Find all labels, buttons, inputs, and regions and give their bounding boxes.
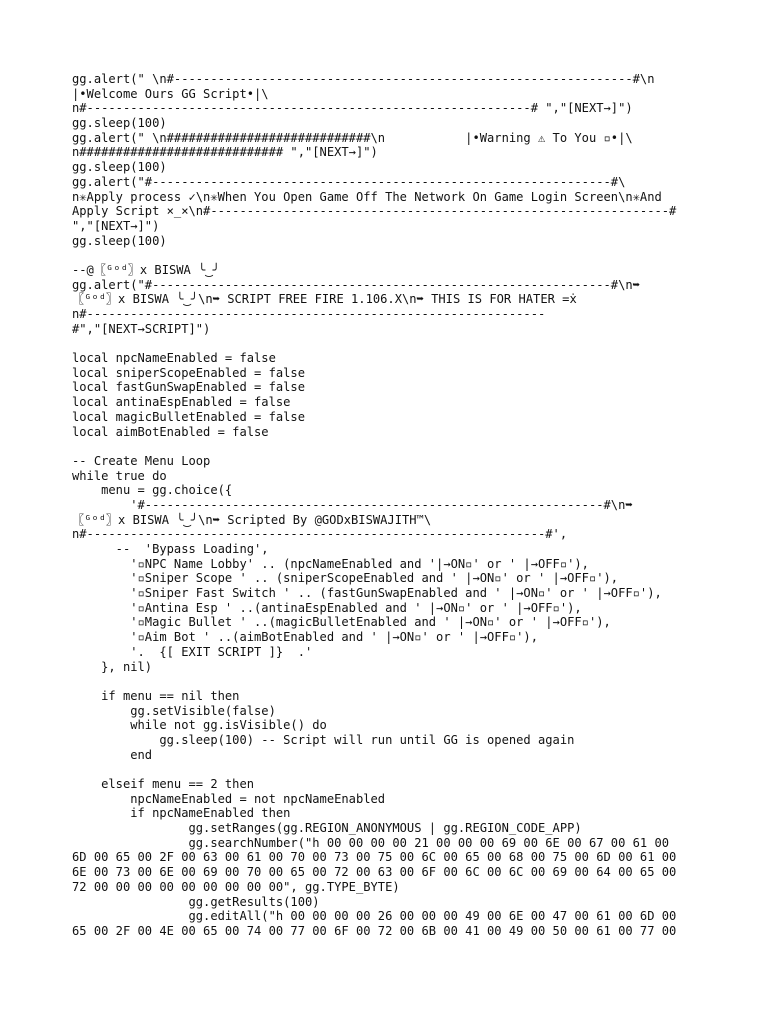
code-line: '▫Sniper Scope ' .. (sniperScopeEnabled and ' |→ON▫' or ' |→OFF▫'), (72, 571, 619, 586)
code-line: gg.sleep(100) (72, 160, 167, 175)
code-line: local fastGunSwapEnabled = false (72, 380, 305, 395)
code-line: local sniperScopeEnabled = false (72, 365, 305, 380)
code-line: }, nil) (72, 659, 153, 674)
code-line: #","[NEXT→SCRIPT]") (72, 321, 211, 336)
code-line (72, 674, 702, 689)
code-line: 6D 00 65 00 2F 00 63 00 61 00 70 00 73 00 75 00 6C 00 65 00 68 00 75 00 6D 00 61 00 (72, 850, 677, 865)
code-line: menu = gg.choice({ (72, 483, 233, 498)
code-line: '▫Sniper Fast Switch ' .. (fastGunSwapEnabled and ' |→ON▫' or ' |→OFF▫'), (72, 586, 662, 601)
code-line (72, 336, 702, 351)
code-line: gg.searchNumber("h 00 00 00 00 21 00 00 00 69 00 6E 00 67 00 61 00 (72, 835, 670, 850)
code-line: n#---------------------------------------------------------------#', (72, 527, 568, 542)
code-line: n✳Apply process ✓\n✳When You Open Game Off The Network On Game Login Screen\n✳And (72, 189, 662, 204)
code-line: n############################ ","[NEXT→]") (72, 145, 378, 160)
code-line: --@〖ᴳᵒᵈ〗x BISWA ╰‿╯ (72, 262, 220, 277)
code-line (72, 439, 702, 454)
code-line: '▫Aim Bot ' ..(aimBotEnabled and ' |→ON▫' or ' |→OFF▫'), (72, 630, 538, 645)
code-line: if menu == nil then (72, 688, 240, 703)
code-line: local antinaEspEnabled = false (72, 395, 291, 410)
code-line: '▫Magic Bullet ' ..(magicBulletEnabled and ' |→ON▫' or ' |→OFF▫'), (72, 615, 611, 630)
code-line: npcNameEnabled = not npcNameEnabled (72, 791, 386, 806)
code-line: -- Create Menu Loop (72, 453, 211, 468)
code-line: gg.getResults(100) (72, 894, 320, 909)
code-line (72, 248, 702, 263)
code-line: n#--------------------------------------------------------------- (72, 307, 546, 321)
code-line (72, 762, 702, 777)
code-line: gg.sleep(100) (72, 116, 167, 131)
code-line: local aimBotEnabled = false (72, 424, 269, 439)
code-line: gg.alert(" \n#---------------------------------------------------------------#\n (72, 72, 655, 86)
code-line: 65 00 2F 00 4E 00 65 00 74 00 77 00 6F 00 72 00 6B 00 41 00 49 00 50 00 61 00 77 00 (72, 923, 677, 938)
code-line: 6E 00 73 00 6E 00 69 00 70 00 65 00 72 00 63 00 6F 00 6C 00 6C 00 69 00 64 00 65 00 (72, 865, 677, 880)
code-line: local npcNameEnabled = false (72, 351, 276, 366)
code-line: while not gg.isVisible() do (72, 718, 327, 733)
code-line: n#-------------------------------------------------------------# ","[NEXT→]") (72, 101, 633, 116)
code-line: 〖ᴳᵒᵈ〗x BISWA ╰‿╯\n➥ Scripted By @GODxBISWAJITH™\ (72, 512, 432, 527)
code-line: '#---------------------------------------------------------------#\n➥ (72, 497, 633, 512)
code-line: |•Welcome Ours GG Script•|\ (72, 86, 269, 101)
code-line: elseif menu == 2 then (72, 777, 255, 791)
code-line: ","[NEXT→]") (72, 218, 160, 233)
code-line: gg.sleep(100) -- Script will run until GG is opened again (72, 732, 575, 747)
code-line: gg.sleep(100) (72, 233, 167, 248)
script-code-block (72, 72, 702, 939)
code-line: end (72, 747, 153, 762)
code-line: local magicBulletEnabled = false (72, 409, 305, 424)
code-line: 72 00 00 00 00 00 00 00 00 00", gg.TYPE_BYTE) (72, 879, 400, 894)
code-line: gg.editAll("h 00 00 00 00 26 00 00 00 49 00 6E 00 47 00 61 00 6D 00 (72, 909, 677, 924)
code-line: gg.alert("#---------------------------------------------------------------#\ (72, 174, 626, 189)
code-line: '▫NPC Name Lobby' .. (npcNameEnabled and '|→ON▫' or ' |→OFF▫'), (72, 556, 589, 571)
code-line: 〖ᴳᵒᵈ〗x BISWA ╰‿╯\n➥ SCRIPT FREE FIRE 1.106.X\n➥ THIS IS FOR HATER =ẋ (72, 292, 577, 307)
code-line: Apply Script ×_×\n#---------------------------------------------------------------# (72, 204, 677, 219)
code-line: gg.setRanges(gg.REGION_ANONYMOUS | gg.REGION_CODE_APP) (72, 821, 582, 836)
code-line: gg.setVisible(false) (72, 703, 276, 718)
code-line: '. {[ EXIT SCRIPT ]} .' (72, 644, 313, 659)
code-line: while true do (72, 468, 167, 483)
code-line: gg.alert("#---------------------------------------------------------------#\n➥ (72, 277, 640, 292)
code-line: '▫Antina Esp ' ..(antinaEspEnabled and ' |→ON▫' or ' |→OFF▫'), (72, 600, 582, 615)
code-line: gg.alert(" \n############################\n |•Warning ⚠ To You ▫•|\ (72, 130, 633, 145)
code-line: -- 'Bypass Loading', (72, 542, 269, 556)
code-line: if npcNameEnabled then (72, 806, 291, 821)
